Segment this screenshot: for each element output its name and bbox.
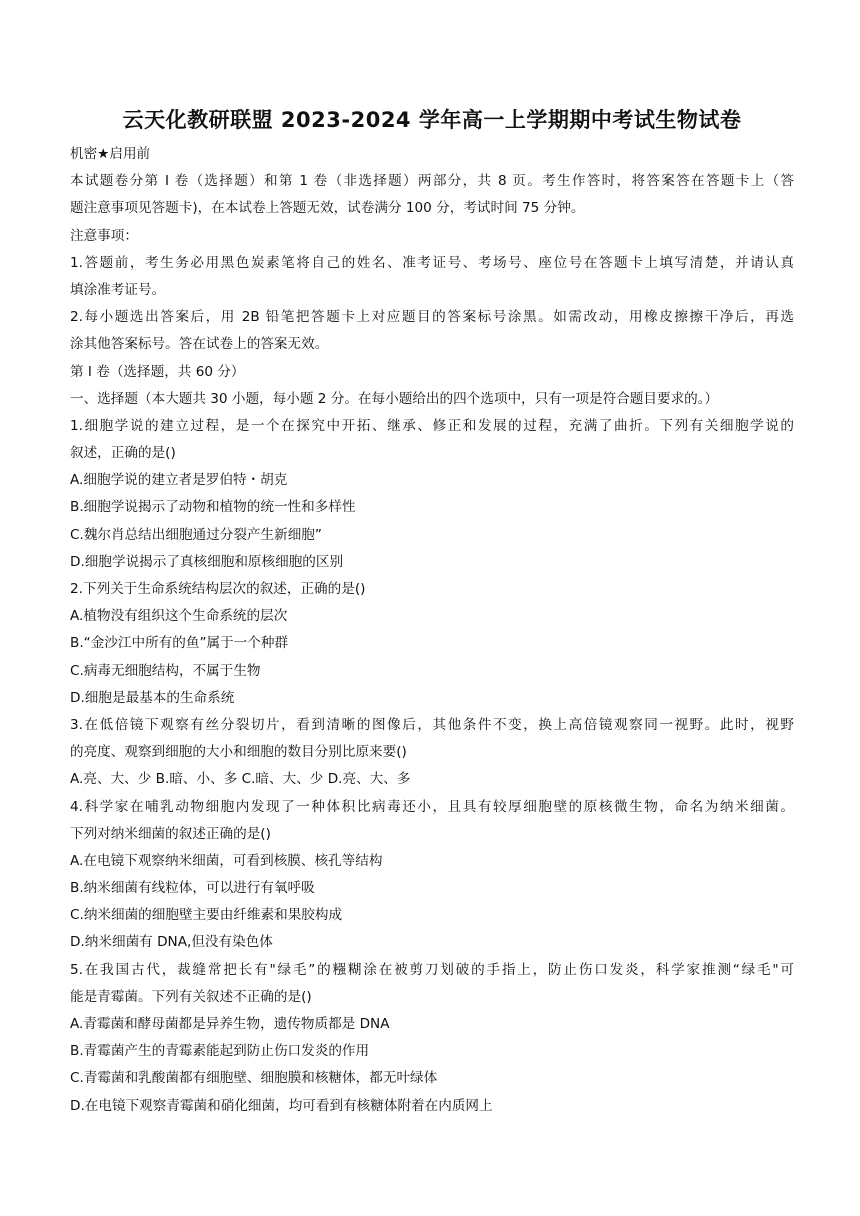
text-line: 注意事项： bbox=[70, 227, 138, 244]
text-line: B.细胞学说揭示了动物和植物的统一性和多样性 bbox=[70, 499, 356, 516]
document-title: 云天化教研联盟 2023-2024 学年高一上学期期中考试生物试卷 bbox=[122, 108, 742, 132]
text-line: 1.答题前，考生务必用黑色炭素笔将自己的姓名、准考证号、考场号、座位号在答题卡上填写清楚，并请认真 bbox=[70, 254, 794, 271]
text-line: B.纳米细菌有线粒体，可以进行有氧呼吸 bbox=[70, 880, 315, 897]
text-line: B.青霉菌产生的青霉素能起到防止伤口发炎的作用 bbox=[70, 1043, 370, 1060]
text-line: 2.下列关于生命系统结构层次的叙述，正确的是() bbox=[70, 581, 366, 597]
text-line: A.在电镜下观察纳米细菌，可看到核膜、核孔等结构 bbox=[70, 852, 383, 869]
text-line: 机密★启用前 bbox=[70, 146, 151, 162]
text-line: D.细胞是最基本的生命系统 bbox=[70, 689, 235, 706]
text-line: 下列对纳米细菌的叙述正确的是() bbox=[70, 825, 271, 842]
text-line: 能是青霉菌。下列有关叙述不正确的是() bbox=[70, 988, 312, 1005]
text-line: C.魏尔肖总结出细胞通过分裂产生新细胞” bbox=[70, 526, 322, 543]
exam-page bbox=[70, 0, 794, 1120]
document-body bbox=[70, 141, 794, 1120]
text-line: 涂其他答案标号。答在试卷上的答案无效。 bbox=[70, 336, 329, 353]
text-line: C.病毒无细胞结构，不属于生物 bbox=[70, 662, 261, 679]
text-line: 一、选择题（本大题共 30 小题，每小题 2 分。在每小题给出的四个选项中，只有一项是符合题目要求的。） bbox=[70, 390, 719, 407]
text-line: 的亮度、观察到细胞的大小和细胞的数目分别比原来要() bbox=[70, 744, 407, 761]
text-line: A.细胞学说的建立者是罗伯特・胡克 bbox=[70, 472, 288, 489]
text-line: 叙述，正确的是() bbox=[70, 445, 176, 462]
text-line: D.细胞学说揭示了真核细胞和原核细胞的区别 bbox=[70, 553, 344, 570]
text-line: C.纳米细菌的细胞壁主要由纤维素和果胶构成 bbox=[70, 907, 343, 924]
text-line: A.青霉菌和酵母菌都是异养生物，遗传物质都是 DNA bbox=[70, 1016, 390, 1032]
text-line: A.亮、大、少 B.暗、小、多 C.暗、大、少 D.亮、大、多 bbox=[70, 771, 411, 788]
text-line: 2.每小题选出答案后，用 2B 铅笔把答题卡上对应题目的答案标号涂黑。如需改动，用橡皮擦擦干净后，再选 bbox=[70, 309, 794, 326]
text-line: D.在电镜下观察青霉菌和硝化细菌，均可看到有核糖体附着在内质网上 bbox=[70, 1097, 493, 1114]
text-line: B.“金沙江中所有的鱼”属于一个种群 bbox=[70, 635, 289, 652]
text-line: 本试题卷分第 I 卷（选择题）和第 1 卷（非选择题）两部分，共 8 页。考生作答时，将答案答在答题卡上（答 bbox=[70, 173, 794, 190]
text-line: 5.在我国古代，裁缝常把长有"绿毛”的糨糊涂在被剪刀划破的手指上，防止伤口发炎，科学家推测“绿毛"可 bbox=[70, 961, 794, 978]
text-line: C.青霉菌和乳酸菌都有细胞壁、细胞膜和核糖体，都无叶绿体 bbox=[70, 1070, 438, 1087]
text-line: 第 I 卷（选择题，共 60 分） bbox=[70, 363, 245, 380]
text-line: 4.科学家在哺乳动物细胞内发现了一种体积比病毒还小，且具有较厚细胞壁的原核微生物，命名为纳米细菌。 bbox=[70, 798, 794, 815]
text-line: 3.在低倍镜下观察有丝分裂切片，看到清晰的图像后，其他条件不变，换上高倍镜观察同一视野。此时，视野 bbox=[70, 716, 794, 733]
text-line: 填涂准考证号。 bbox=[70, 281, 166, 298]
text-line: D.纳米细菌有 DNA,但没有染色体 bbox=[70, 934, 273, 951]
text-line: A.植物没有组织这个生命系统的层次 bbox=[70, 608, 288, 625]
text-line: 题注意事项见答题卡)，在本试卷上答题无效，试卷满分 100 分，考试时间 75 分钟。 bbox=[70, 200, 585, 217]
text-line: 1.细胞学说的建立过程，是一个在探究中开拓、继承、修正和发展的过程，充满了曲折。下列有关细胞学说的 bbox=[70, 417, 794, 434]
